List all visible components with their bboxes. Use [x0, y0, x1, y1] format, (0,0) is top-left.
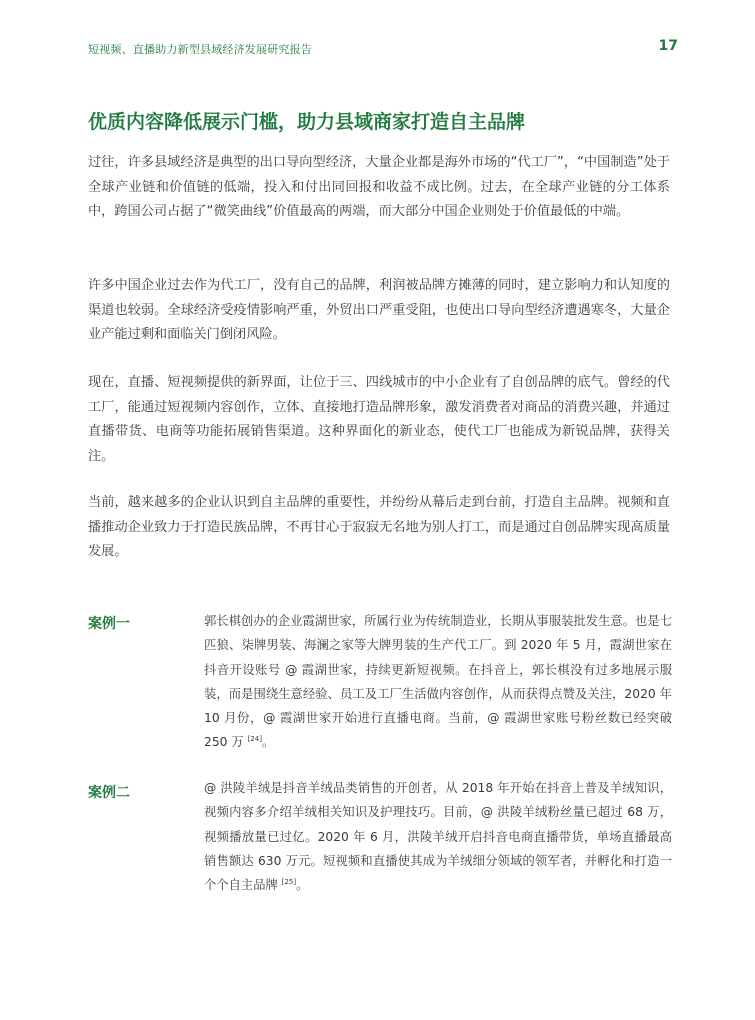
case-body: 郭长棋创办的企业霞湖世家，所属行业为传统制造业，长期从事服装批发生意。也是七匹狼、柒牌男装、海澜之家等大牌男装的生产代工厂。到 2020 年 5 月，霞湖世家在抖音开设账号 @ 霞湖世家，持续更新短视频。在抖音上，郭长棋没有过多地展示服装，而是围绕生意经验、员工及工厂生活做内容创作，从而获得点赞及关注，2020 年 10 月份，@ 霞湖世家开始进行直播电商。当前，@ 霞湖世家账号粉丝数已经突破 250 万 — [204, 614, 672, 750]
case-end-punct: 。 — [296, 878, 309, 893]
paragraph: 当前，越来越多的企业认识到自主品牌的重要性，并纷纷从幕后走到台前，打造自主品牌。视频和直播推动企业致力于打造民族品牌，不再甘心于寂寂无名地为别人打工，而是通过自创品牌实现高质量发展。 — [88, 495, 670, 559]
report-title: 短视频、直播助力新型县域经济发展研究报告 — [88, 43, 312, 56]
paragraph: 许多中国企业过去作为代工厂，没有自己的品牌，利润被品牌方摊薄的同时，建立影响力和认知度的渠道也较弱。全球经济受疫情影响严重，外贸出口严重受阻，也使出口导向型经济遭遇寒冬，大量企业产能过剩和面临关门倒闭风险。 — [88, 278, 670, 342]
paragraph: 过往，许多县域经济是典型的出口导向型经济，大量企业都是海外市场的“代工厂”，“中国制造”处于全球产业链和价值链的低端，投入和付出同回报和收益不成比例。过去，在全球产业链的分工体系中，跨国公司占据了“微笑曲线”价值最高的两端，而大部分中国企业则处于价值最低的中端。 — [88, 155, 670, 219]
case-label: 案例二 — [88, 785, 130, 801]
citation-ref: [25] — [281, 878, 297, 887]
citation-ref: [24] — [247, 735, 262, 744]
page-header — [88, 38, 678, 62]
section-title: 优质内容降低展示门槛，助力县域商家打造自主品牌 — [88, 111, 526, 133]
case-label: 案例一 — [88, 616, 130, 632]
page-number: 17 — [658, 38, 678, 54]
case-text — [204, 609, 672, 755]
case-body: @ 洪陵羊绒是抖音羊绒品类销售的开创者，从 2018 年开始在抖音上普及羊绒知识，视频内容多介绍羊绒相关知识及护理技巧。目前，@ 洪陵羊绒粉丝量已超过 68 万，视频播放量已过亿。2020 年 6 月，洪陵羊绒开启抖音电商直播带货，单场直播最高销售额达 630 万元。短视频和直播使其成为羊绒细分领域的领军者，并孵化和打造一个个自主品牌 — [204, 781, 672, 893]
case-end-punct: 。 — [261, 735, 275, 750]
paragraph: 现在，直播、短视频提供的新界面，让位于三、四线城市的中小企业有了自创品牌的底气。曾经的代工厂，能通过短视频内容创作，立体、直接地打造品牌形象，激发消费者对商品的消费兴趣，并通过直播带货、电商等功能拓展销售渠道。这种界面化的新业态，使代工厂也能成为新锐品牌，获得关注。 — [88, 375, 670, 464]
case-text — [204, 776, 672, 897]
